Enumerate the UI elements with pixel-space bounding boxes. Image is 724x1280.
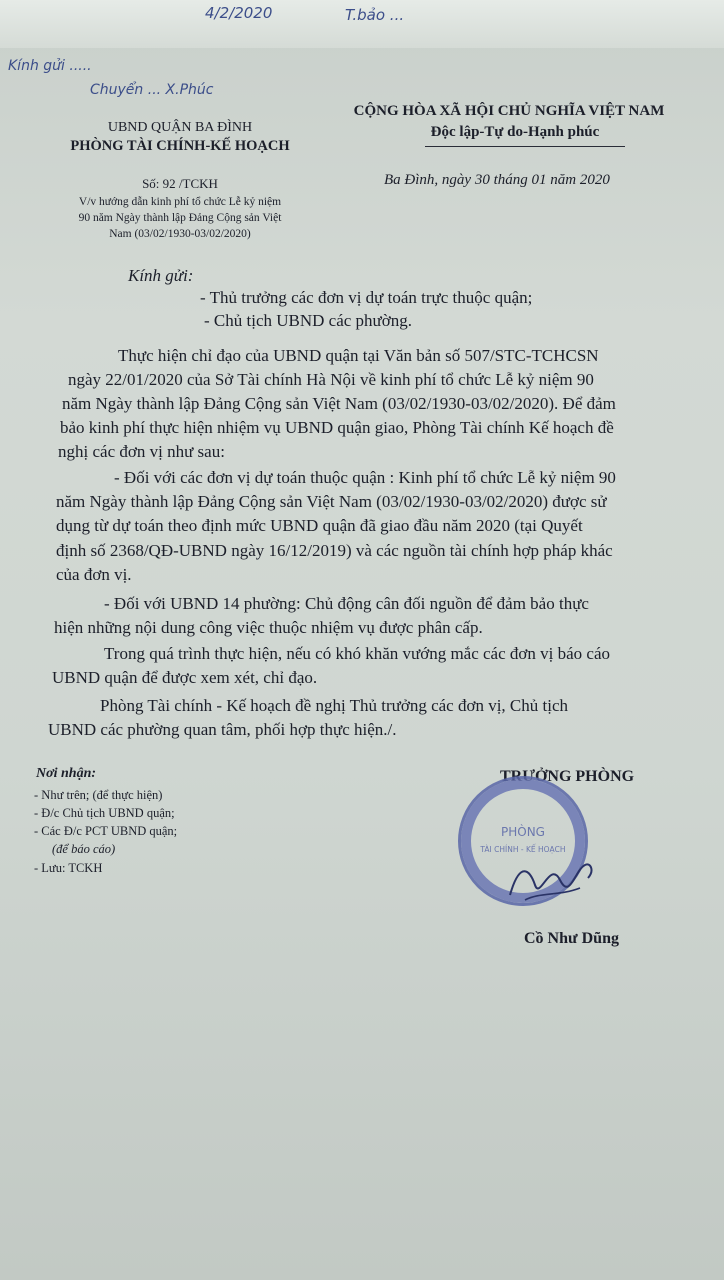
noi-nhan-item: - Các Đ/c PCT UBND quận;	[34, 824, 178, 838]
body-line: - Đối với UBND 14 phường: Chủ động cân đối nguồn để đảm bảo thực	[104, 594, 589, 613]
handwritten-mark: T.bảo ...	[345, 6, 405, 24]
recipient-1: - Thủ trưởng các đơn vị dự toán trực thuộc quận;	[200, 288, 533, 307]
document-date: Ba Đình, ngày 30 tháng 01 năm 2020	[384, 172, 610, 188]
body-line: bảo kinh phí thực hiện nhiệm vụ UBND quận giao, Phòng Tài chính Kế hoạch đề	[60, 418, 614, 437]
greeting: Kính gửi:	[128, 266, 194, 285]
country-name: CỘNG HÒA XÃ HỘI CHỦ NGHĨA VIỆT NAM	[353, 103, 665, 119]
body-line: Phòng Tài chính - Kế hoạch đề nghị Thủ trưởng các đơn vị, Chủ tịch	[100, 696, 569, 715]
signature-scribble	[470, 800, 620, 920]
body-line: UBND các phường quan tâm, phối hợp thực hiện./.	[48, 720, 397, 739]
body-line: định số 2368/QĐ-UBND ngày 16/12/2019) và các nguồn tài chính hợp pháp khác	[56, 541, 613, 560]
body-line: dụng từ dự toán theo định mức UBND quận đã giao đầu năm 2020 (tại Quyết	[56, 516, 583, 535]
subject-line-2: 90 năm Ngày thành lập Đảng Cộng sản Việt	[78, 212, 282, 224]
subject-line-1: V/v hướng dẫn kinh phí tổ chức Lễ kỷ niệm	[78, 196, 282, 208]
subject-line-3: Nam (03/02/1930-03/02/2020)	[109, 228, 251, 240]
handwritten-date: 4/2/2020	[205, 4, 273, 22]
handwritten-note-1: Kính gửi .....	[8, 58, 92, 74]
stamp-text-1: PHÒNG	[501, 825, 545, 839]
handwritten-note-2: Chuyển ... X.Phúc	[90, 82, 214, 98]
org-name: UBND QUẬN BA ĐÌNH	[107, 120, 253, 135]
body-line: UBND quận để được xem xét, chỉ đạo.	[52, 668, 318, 687]
body-line: nghị các đơn vị như sau:	[58, 442, 225, 461]
recipient-2: - Chủ tịch UBND các phường.	[204, 311, 413, 330]
body-line: năm Ngày thành lập Đảng Cộng sản Việt Nam (03/02/1930-03/02/2020). Để đảm	[62, 394, 616, 413]
motto: Độc lập-Tự do-Hạnh phúc	[430, 124, 600, 140]
body-line: hiện những nội dung công việc thuộc nhiệm vụ được phân cấp.	[54, 618, 483, 637]
noi-nhan-heading: Nơi nhận:	[36, 766, 97, 781]
noi-nhan-item: - Lưu: TCKH	[34, 861, 103, 875]
signer-title: TRƯỞNG PHÒNG	[500, 768, 635, 785]
body-line: Thực hiện chỉ đạo của UBND quận tại Văn bản số 507/STC-TCHCSN	[118, 346, 599, 365]
noi-nhan-item: - Đ/c Chủ tịch UBND quận;	[34, 806, 175, 820]
body-line: ngày 22/01/2020 của Sở Tài chính Hà Nội về kinh phí tổ chức Lễ kỷ niệm 90	[68, 370, 594, 389]
stamp-text-2: TÀI CHÍNH - KẾ HOẠCH	[480, 845, 566, 854]
motto-underline	[425, 146, 625, 147]
department-name: PHÒNG TÀI CHÍNH-KẾ HOẠCH	[70, 138, 290, 154]
noi-nhan-item: (để báo cáo)	[52, 842, 116, 856]
body-line: của đơn vị.	[56, 565, 132, 584]
body-line: năm Ngày thành lập Đảng Cộng sản Việt Nam (03/02/1930-03/02/2020) được sử	[56, 492, 607, 511]
document-number: Số: 92 /TCKH	[142, 176, 218, 191]
signer-name: Cồ Như Dũng	[524, 930, 619, 947]
body-line: - Đối với các đơn vị dự toán thuộc quận : Kinh phí tổ chức Lễ kỷ niệm 90	[114, 468, 616, 487]
noi-nhan-item: - Như trên; (để thực hiện)	[34, 788, 163, 802]
body-line: Trong quá trình thực hiện, nếu có khó khăn vướng mắc các đơn vị báo cáo	[104, 644, 610, 663]
